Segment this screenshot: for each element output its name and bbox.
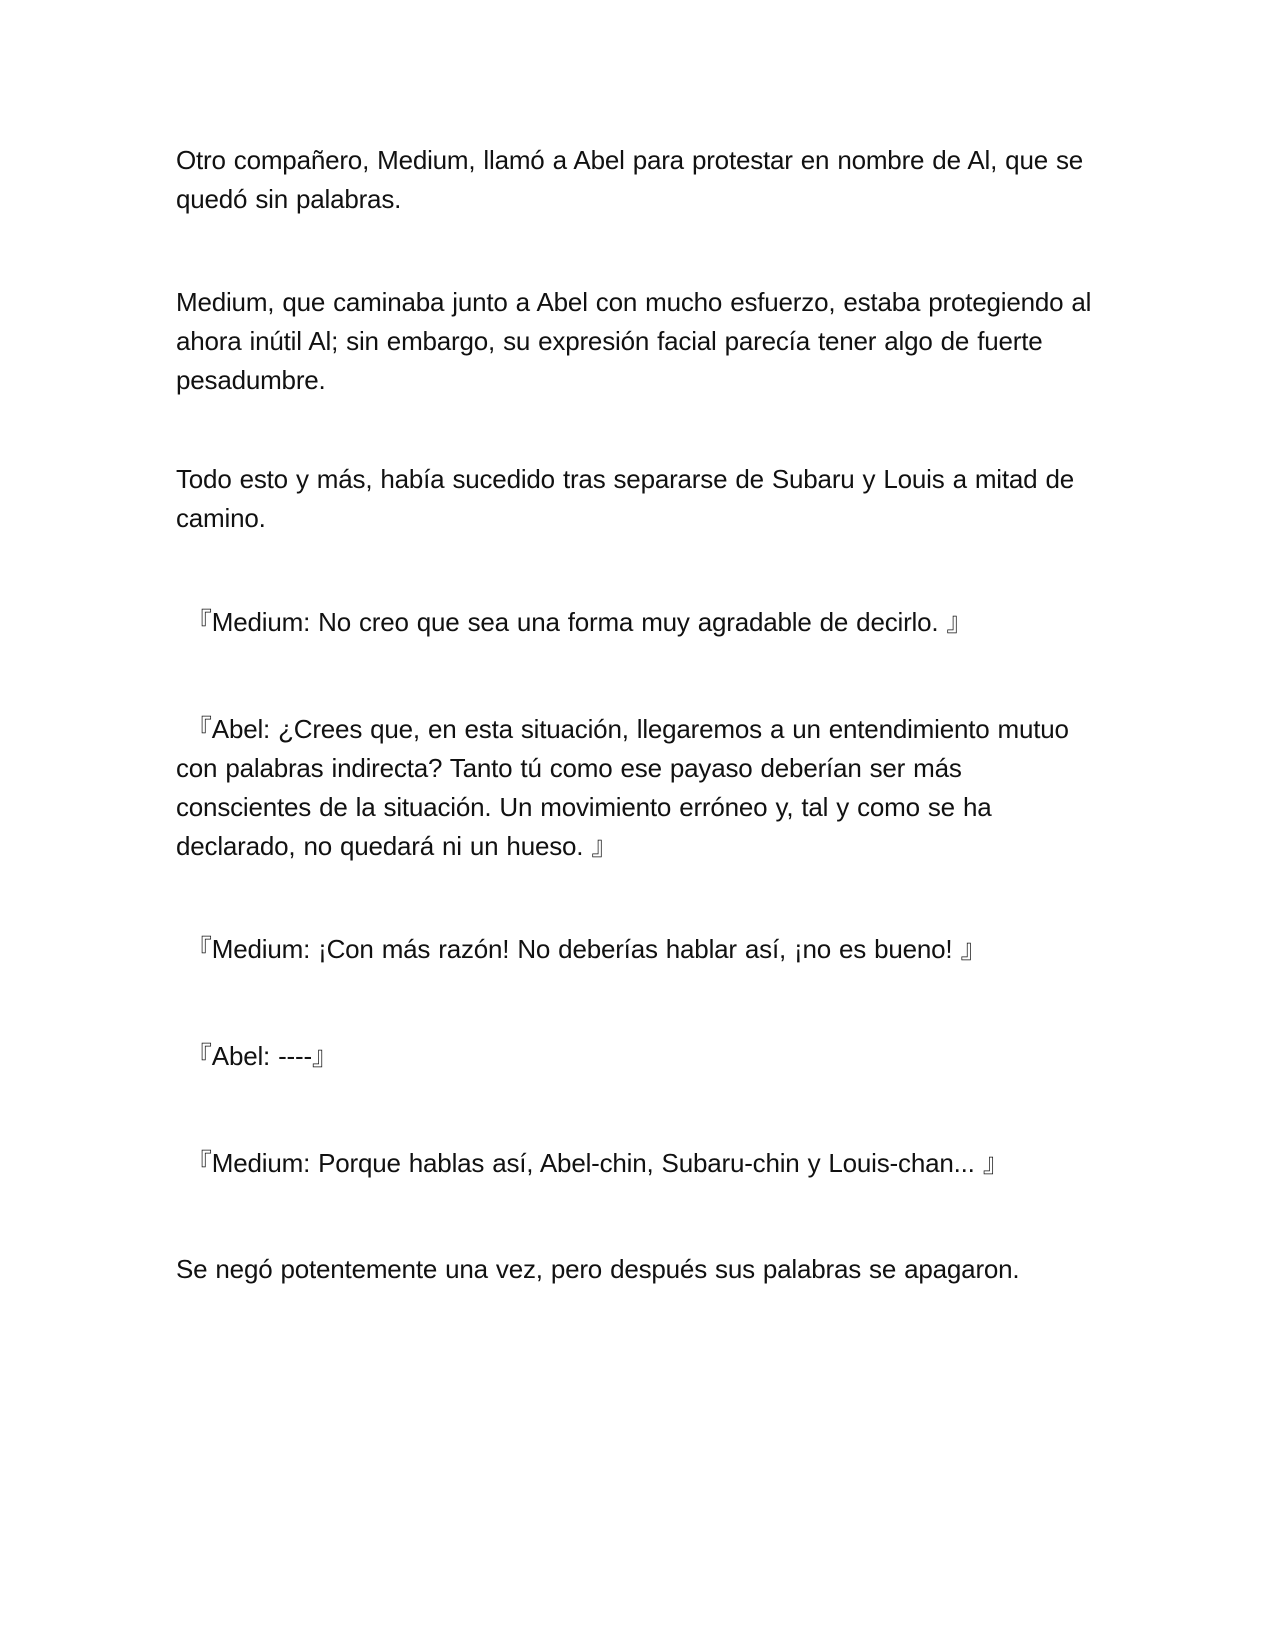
paragraph-dialogue-medium-1: 『Medium: No creo que sea una forma muy agradable de decirlo. 』 [186,607,973,637]
paragraph-dialogue-abel-2: 『Abel: ----』 [186,1041,338,1071]
paragraph-narration-1: Otro compañero, Medium, llamó a Abel para protestar en nombre de Al, que se quedó sin palabras. [176,145,1084,214]
paragraph-narration-2: Medium, que caminaba junto a Abel con mucho esfuerzo, estaba protegiendo al ahora inútil Al; sin embargo, su expresión facial parecía tener algo de fuerte pesadumbre. [176,287,1092,395]
paragraph-narration-3: Todo esto y más, había sucedido tras separarse de Subaru y Louis a mitad de camino. [176,464,1074,533]
paragraph-dialogue-abel-1: 『Abel: ¿Crees que, en esta situación, llegaremos a un entendimiento mutuo con palabras indirecta? Tanto tú como ese payaso deberían ser más conscientes de la situación. Un movimiento erróneo y, tal y como se ha declarado, no quedará ni un hueso. 』 [176,714,1069,861]
paragraph-dialogue-medium-3: 『Medium: Porque hablas así, Abel-chin, Subaru-chin y Louis-chan... 』 [186,1148,1009,1178]
paragraph-dialogue-medium-2: 『Medium: ¡Con más razón! No deberías hablar así, ¡no es bueno! 』 [186,934,987,964]
paragraph-narration-4: Se negó potentemente una vez, pero después sus palabras se apagaron. [176,1254,1020,1284]
